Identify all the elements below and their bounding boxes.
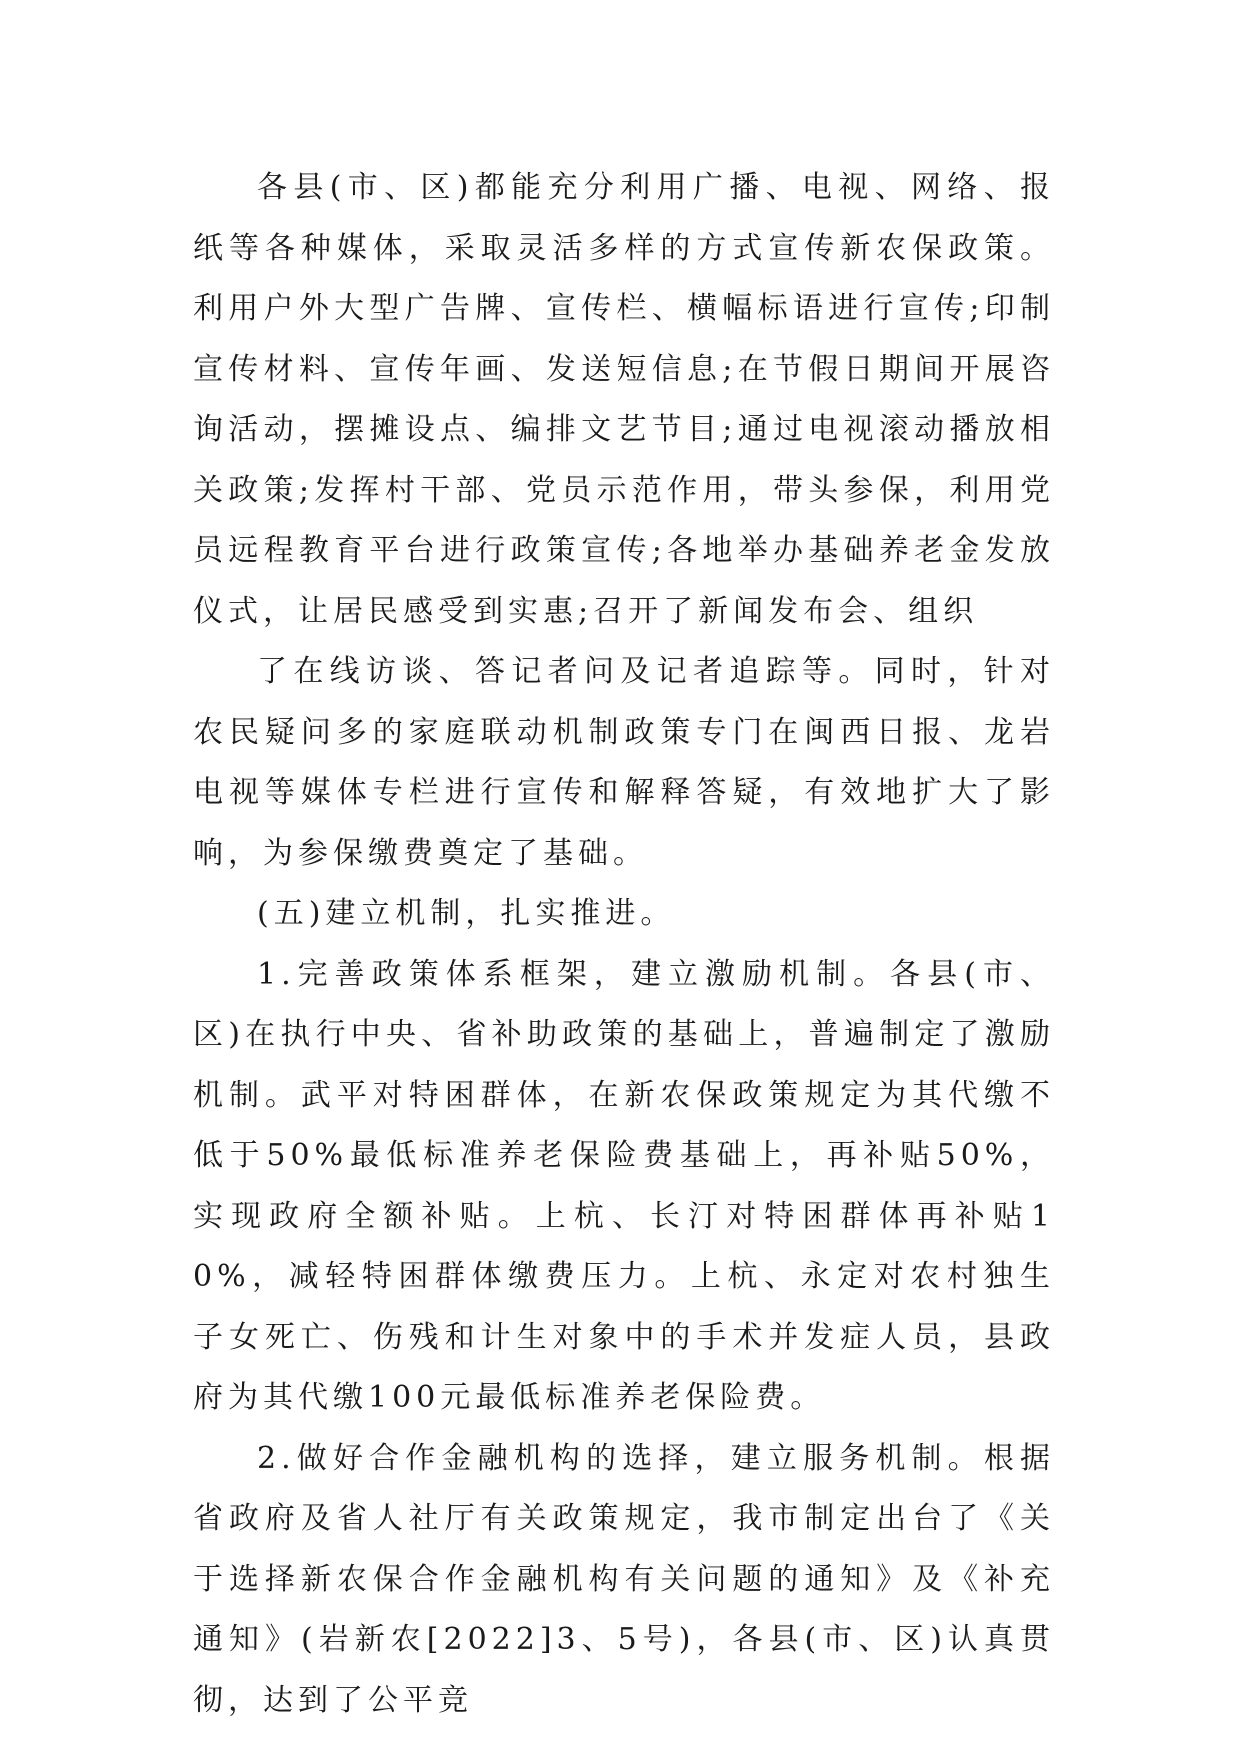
document-body xyxy=(193,158,1055,1731)
paragraph-incentive-mechanism: 1.完善政策体系框架，建立激励机制。各县(市、区)在执行中央、省补助政策的基础上，普遍制定了激励机制。武平对特困群体，在新农保政策规定为其代缴不低于50%最低标准养老保险费基础上，再补贴50%，实现政府全额补贴。上杭、长汀对特困群体再补贴10%，减轻特困群体缴费压力。上杭、永定对农村独生子女死亡、伤残和计生对象中的手术并发症人员，县政府为其代缴100元最低标准养老保险费。 xyxy=(193,956,1055,1415)
section-heading-five: (五)建立机制，扎实推进。 xyxy=(257,896,676,931)
paragraph-service-mechanism: 2.做好合作金融机构的选择，建立服务机制。根据省政府及省人社厅有关政策规定，我市制定出台了《关于选择新农保合作金融机构有关问题的通知》及《补充通知》(岩新农[2022]3、5号)，各县(市、区)认真贯彻，达到了公平竞 xyxy=(193,1440,1055,1718)
paragraph-media-publicity: 各县(市、区)都能充分利用广播、电视、网络、报纸等各种媒体，采取灵活多样的方式宣传新农保政策。利用户外大型广告牌、宣传栏、横幅标语进行宣传;印制宣传材料、宣传年画、发送短信息;在节假日期间开展咨询活动，摆摊设点、编排文艺节目;通过电视滚动播放相关政策;发挥村干部、党员示范作用，带头参保，利用党员远程教育平台进行政策宣传;各地举办基础养老金发放仪式，让居民感受到实惠;召开了新闻发布会、组织 xyxy=(193,170,1055,629)
paragraph-online-interviews: 了在线访谈、答记者问及记者追踪等。同时，针对农民疑问多的家庭联动机制政策专门在闽西日报、龙岩电视等媒体专栏进行宣传和解释答疑，有效地扩大了影响，为参保缴费奠定了基础。 xyxy=(193,654,1055,871)
